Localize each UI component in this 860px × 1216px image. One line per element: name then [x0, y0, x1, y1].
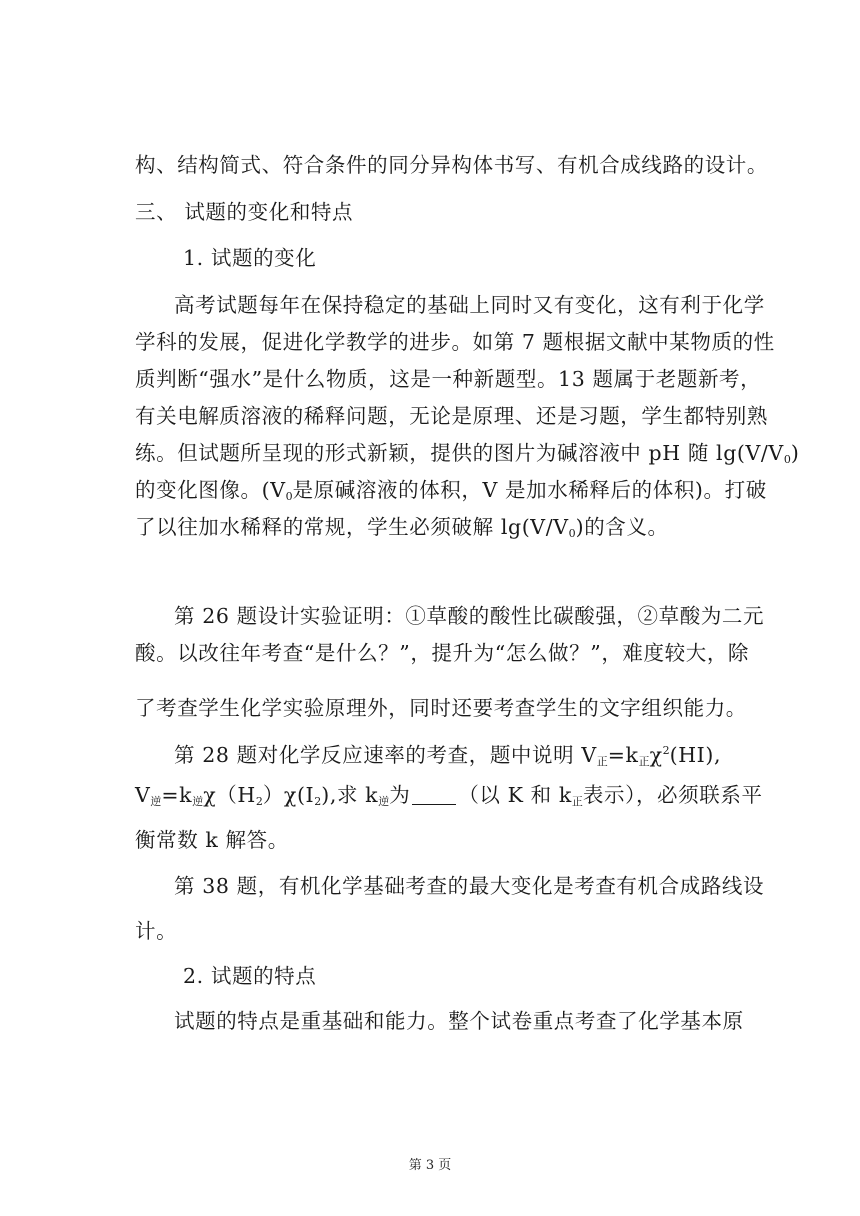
text-line: 学科的发展，促进化学教学的进步。如第 7 题根据文献中某物质的性 — [135, 330, 775, 354]
text-run: χ（H — [203, 783, 256, 807]
subsection-heading: 1. 试题的变化 — [183, 246, 317, 270]
subscript: 0 — [568, 527, 576, 540]
subscript: 逆 — [150, 795, 162, 808]
text-run: 的变化图像。(V — [135, 478, 286, 502]
page-number: 第 3 页 — [408, 1158, 452, 1173]
text-run: ),求 k — [321, 783, 379, 807]
subscript: 0 — [783, 453, 791, 466]
subscript: 逆 — [378, 795, 390, 808]
text-run: V — [135, 783, 151, 807]
text-run: ）χ(I — [262, 783, 315, 807]
text-run: （以 K 和 k — [458, 783, 572, 807]
text-run: )的含义。 — [575, 515, 669, 539]
text-run: 了以往加水稀释的常规，学生必须破解 lg(V/V — [135, 515, 569, 539]
text-line: 构、结构简式、符合条件的同分异构体书写、有机合成线路的设计。 — [135, 153, 768, 177]
subscript: 0 — [285, 490, 293, 503]
text-line: 第 26 题设计实验证明：①草酸的酸性比碳酸强，②草酸为二元 — [174, 604, 765, 628]
text-run: 练。但试题所呈现的形式新颖，提供的图片为碱溶液中 pH 随 lg(V/V — [135, 441, 784, 465]
text-run: 为 — [389, 783, 411, 807]
subscript: 逆 — [192, 795, 204, 808]
text-line — [135, 475, 767, 512]
superscript: 2 — [662, 744, 670, 757]
text-run: χ — [649, 743, 663, 767]
text-line: 有关电解质溶液的稀释问题，无论是原理、还是习题，学生都特别熟 — [135, 404, 768, 428]
text-line — [135, 780, 763, 817]
subscript: 正 — [596, 755, 608, 768]
answer-blank — [412, 784, 456, 805]
text-line: 高考试题每年在保持稳定的基础上同时又有变化，这有利于化学 — [174, 293, 765, 317]
text-line: 试题的特点是重基础和能力。整个试卷重点考查了化学基本原 — [174, 1009, 744, 1033]
text-line: 第 38 题，有机化学基础考查的最大变化是考查有机合成路线设 — [174, 874, 765, 898]
text-run: =k — [607, 743, 639, 767]
subscript: 2 — [314, 795, 322, 808]
text-run: ) — [790, 441, 800, 465]
text-run: 是原碱溶液的体积，V 是加水稀释后的体积)。打破 — [292, 478, 767, 502]
text-line: 酸。以改往年考查“是什么？”，提升为“怎么做？”，难度较大，除 — [135, 641, 750, 665]
text-run: =k — [161, 783, 193, 807]
subscript: 2 — [255, 795, 263, 808]
text-line: 质判断“强水”是什么物质，这是一种新题型。13 题属于老题新考， — [135, 367, 762, 391]
text-line — [135, 438, 799, 475]
section-heading: 三、 试题的变化和特点 — [135, 200, 354, 224]
text-run: 表示），必须联系平 — [582, 783, 763, 807]
text-line: 计。 — [135, 919, 178, 943]
text-line: 衡常数 k 解答。 — [135, 828, 289, 852]
subscript: 正 — [638, 755, 650, 768]
subsection-heading: 2. 试题的特点 — [183, 964, 317, 988]
text-line: 了考查学生化学实验原理外，同时还要考查学生的文字组织能力。 — [135, 696, 747, 720]
text-line — [135, 512, 669, 549]
text-run: 第 28 题对化学反应速率的考查，题中说明 V — [174, 743, 597, 767]
text-line — [174, 736, 721, 777]
subscript: 正 — [571, 795, 583, 808]
text-run: (HI), — [669, 743, 722, 767]
